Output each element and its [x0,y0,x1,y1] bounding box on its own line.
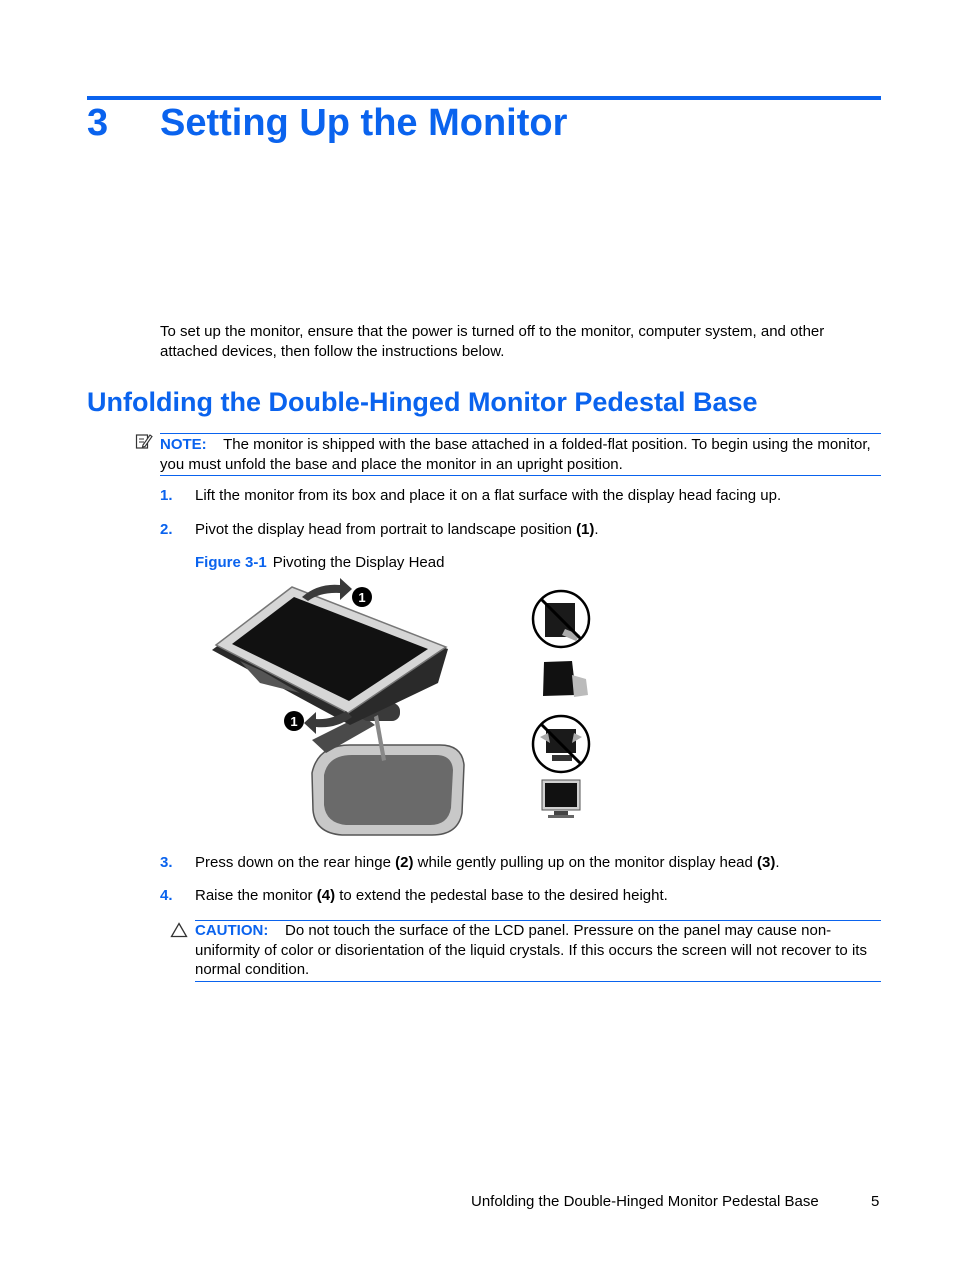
no-grip-by-screen-icon [533,591,589,647]
step-callout: (4) [316,887,336,904]
chapter-title: Setting Up the Monitor [160,102,568,144]
upright-monitor-icon [542,780,580,818]
chapter-number: 3 [87,102,109,144]
intro-paragraph: To set up the monitor, ensure that the power is turned off to the monitor, computer system, and other attached devices, then follow the instructions below. [160,323,825,360]
step-text-end: to extend the pedestal base to the desired height. [335,887,668,904]
monitor-head [212,587,448,725]
figure-label: Figure 3-1 [195,554,267,571]
figure-pivot-illustration [200,575,600,837]
note-pencil-icon [135,432,153,450]
step-text-mid: while gently pulling up on the monitor display head [413,854,758,871]
step-3 [160,853,780,872]
step-callout: (1) [576,521,595,538]
figure-caption-text: Pivoting the Display Head [272,554,445,571]
step-text-end: . [775,854,780,871]
footer-page-number: 5 [871,1193,880,1210]
step-text: Lift the monitor from its box and place it on a flat surface with the display head facing up. [195,487,782,504]
note-text: The monitor is shipped with the base attached in a folded-flat position. To begin using the monitor, you must unfold the base and place the monitor in an upright position. [160,436,871,473]
svg-text:1: 1 [358,590,366,605]
step-text: Raise the monitor [195,887,317,904]
callout-1-bottom [284,711,304,731]
section-title: Unfolding the Double-Hinged Monitor Pedestal Base [87,387,758,417]
svg-text:1: 1 [290,714,298,729]
caution-label: CAUTION: [195,922,269,939]
step-number: 1. [160,487,173,504]
caution-box [195,920,881,982]
step-callout-2: (3) [757,854,776,871]
caution-text: Do not touch the surface of the LCD panel. Pressure on the panel may cause non-uniformity of color or disorientation of the liquid crystals. If this occurs the screen will not recover to its normal condition. [195,922,867,978]
note-box [160,433,881,476]
rotation-arrow-top [302,578,352,601]
step-number: 3. [160,854,173,871]
figure-caption [195,554,444,571]
step-text: Pivot the display head from portrait to landscape position [195,521,577,538]
step-4 [160,886,668,905]
step-callout: (2) [395,854,414,871]
step-text-end: . [594,521,599,538]
step-number: 2. [160,521,173,538]
no-lift-by-screen-icon [533,716,589,772]
note-label: NOTE: [160,436,207,453]
step-number: 4. [160,887,173,904]
grip-by-bezel-icon [543,661,588,697]
caution-triangle-icon [170,922,188,938]
step-text: Press down on the rear hinge [195,854,396,871]
pedestal-base [312,745,464,835]
step-2 [160,520,599,539]
step-1 [160,486,781,505]
chapter-rule [87,96,881,100]
footer-section-title: Unfolding the Double-Hinged Monitor Pedestal Base [471,1193,819,1210]
callout-1-top [352,587,372,607]
